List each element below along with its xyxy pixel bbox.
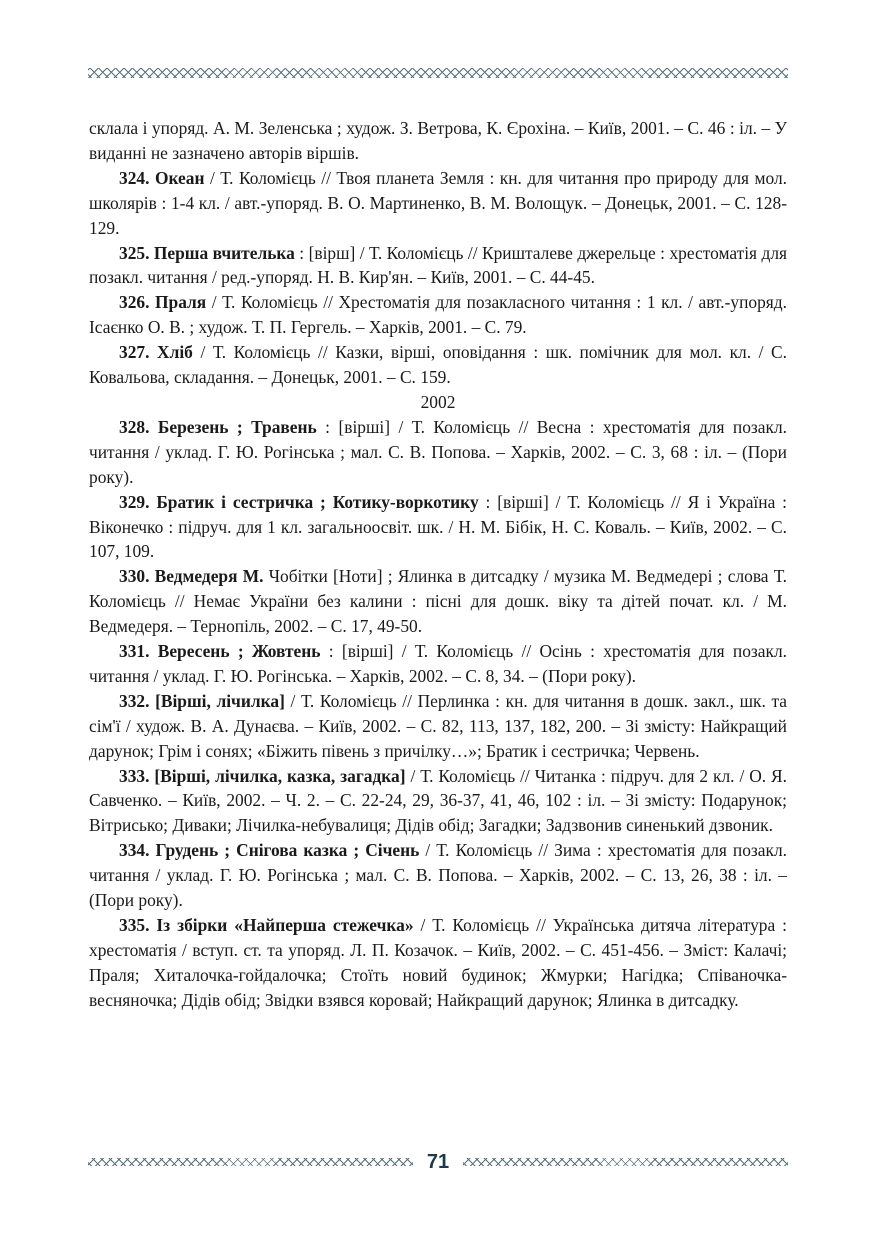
footer-ornament-left: [88, 1158, 413, 1166]
entry-text: : [вірші] / Т. Коломієць // Весна : хрестоматія для позакл. читання / уклад. Г. Ю. Рогінська ; мал. С. В. Попова. – Харків, 2002. – С. 3, 68 : іл. – (Пори року).: [89, 416, 787, 487]
entry-number: 334.: [119, 840, 150, 861]
entry-title: Хліб: [157, 342, 193, 363]
entry-title: Братик і сестричка ; Котику-воркотику: [156, 491, 479, 512]
entry-text: / Т. Коломієць // Читанка : підруч. для 2 кл. / О. Я. Савченко. – Київ, 2002. – Ч. 2. – С. 22-24, 29, 36-37, 41, 46, 102 : іл. – Зі змісту: Подарунок; Вітрисько; Диваки; Лічилка-небувалиця; Дідів обід; Загадки; Задзвонив синенький дзвоник.: [89, 765, 787, 836]
entry-number: 330.: [119, 566, 150, 587]
entry-text: / Т. Коломієць // Твоя планета Земля : кн. для читання про природу для мол. школярів : 1-4 кл. / авт.-упоряд. В. О. Мартиненко, В. М. Волощук. – Донецьк, 2001. – С. 128-129.: [89, 167, 787, 238]
list-item: [89, 290, 787, 340]
list-item: [89, 564, 787, 639]
entry-text: : [вірші] / Т. Коломієць // Я і Україна : Віконечко : підруч. для 1 кл. загальноосвіт. шк. / Н. М. Бібік, Н. С. Коваль. – Київ, 2002. – С. 107, 109.: [89, 491, 787, 562]
list-item: [89, 838, 787, 913]
entry-number: 331.: [119, 641, 150, 662]
list-item: [89, 241, 787, 291]
entry-title: [Вірші, лічилка]: [155, 690, 285, 711]
entry-title: Ведмедеря М.: [154, 566, 264, 587]
list-item: [89, 764, 787, 839]
entry-number: 325.: [119, 242, 150, 263]
list-item: [89, 415, 787, 490]
entry-text: / Т. Коломієць // Зима : хрестоматія для позакл. читання / уклад. Г. Ю. Рогінська ; мал. С. В. Попова. – Харків, 2002. – С. 13, 26, 38 : іл. – (Пори року).: [89, 840, 787, 911]
year-heading: 2002: [420, 391, 456, 412]
entry-number: 324.: [119, 167, 150, 188]
entry-number: 335.: [119, 915, 150, 935]
entry-text: / Т. Коломієць // Хрестоматія для позакласного читання : 1 кл. / авт.-упоряд. Ісаєнко О. В. ; худож. Т. П. Гергель. – Харків, 2001. – С. 79.: [89, 292, 787, 338]
entry-title: Океан: [154, 167, 205, 188]
entry-title: Вересень ; Жовтень: [157, 641, 321, 662]
entry-text: Чобітки [Ноти] ; Ялинка в дитсадку / музика М. Ведмедері ; слова Т. Коломієць // Немає України без калини : пісні для дошк. віку та дітей почат. кл. / М. Ведмедеря. – Тернопіль, 2002. – С. 17, 49-50.: [89, 566, 787, 637]
list-item: [89, 340, 787, 390]
list-item: [89, 913, 787, 1013]
entry-number: 326.: [119, 292, 150, 313]
list-item: [89, 166, 787, 241]
entry-text: / Т. Коломієць // Казки, вірші, оповідання : шк. помічник для мол. кл. / С. Ковальова, складання. – Донецьк, 2001. – С. 159.: [89, 342, 787, 388]
entry-title: Березень ; Травень: [157, 416, 317, 437]
entry-text: : [вірш] / Т. Коломієць // Кришталеве джерельце : хрестоматія для позакл. читання / ред.-упоряд. Н. В. Кир'ян. – Київ, 2001. – С. 44-45.: [89, 242, 787, 288]
entry-text: : [вірші] / Т. Коломієць // Осінь : хрестоматія для позакл. читання / уклад. Г. Ю. Рогінська. – Харків, 2002. – С. 8, 34. – (Пори року).: [89, 641, 787, 686]
entry-number: 328.: [119, 416, 150, 437]
entry-title: Із збірки «Найперша стежечка»: [156, 915, 414, 935]
entry-title: Перша вчителька: [153, 242, 295, 263]
footer-ornament-right: [463, 1158, 788, 1166]
entry-number: 333.: [119, 765, 150, 786]
entry-number: 327.: [119, 342, 150, 363]
entry-text: / Т. Коломієць // Українська дитяча література : хрестоматія / вступ. ст. та упоряд. Л. П. Козачок. – Київ, 2002. – С. 451-456. – Зміст: Калачі; Праля; Хиталочка-гойдалочка; Стоїть новий будинок; Жмурки; Нагідка; Співаночка-весняночка; Дідів обід; Звідки взявся коровай; Найкращий дарунок; Ялинка в дитсадку.: [89, 915, 787, 1010]
entry-title: Грудень ; Снігова казка ; Січень: [155, 840, 420, 861]
list-item: склала і упоряд. А. М. Зеленська ; худож. З. Ветрова, К. Єрохіна. – Київ, 2001. – С. 46 : іл. – У виданні не зазначено авторів віршів.: [89, 118, 787, 163]
entry-text: / Т. Коломієць // Перлинка : кн. для читання в дошк. закл., шк. та сім'ї / худож. В. А. Дунаєва. – Київ, 2002. – С. 82, 113, 137, 182, 200. – Зі змісту: Найкращий дарунок; Грім і сонях; «Біжить півень з причілку…»; Братик і сестричка; Червень.: [89, 690, 787, 761]
entry-title: [Вірші, лічилка, казка, загадка]: [154, 765, 406, 786]
list-item: [89, 689, 787, 764]
entry-number: 329.: [119, 491, 150, 512]
list-item: [89, 490, 787, 565]
entry-title: Праля: [155, 292, 207, 313]
page-footer: [88, 1151, 788, 1173]
bibliography-list: [89, 116, 787, 1013]
entry-number: 332.: [119, 690, 150, 711]
page-number: 71: [426, 1150, 450, 1173]
top-ornament-divider: [88, 68, 788, 78]
list-item: [89, 639, 787, 689]
